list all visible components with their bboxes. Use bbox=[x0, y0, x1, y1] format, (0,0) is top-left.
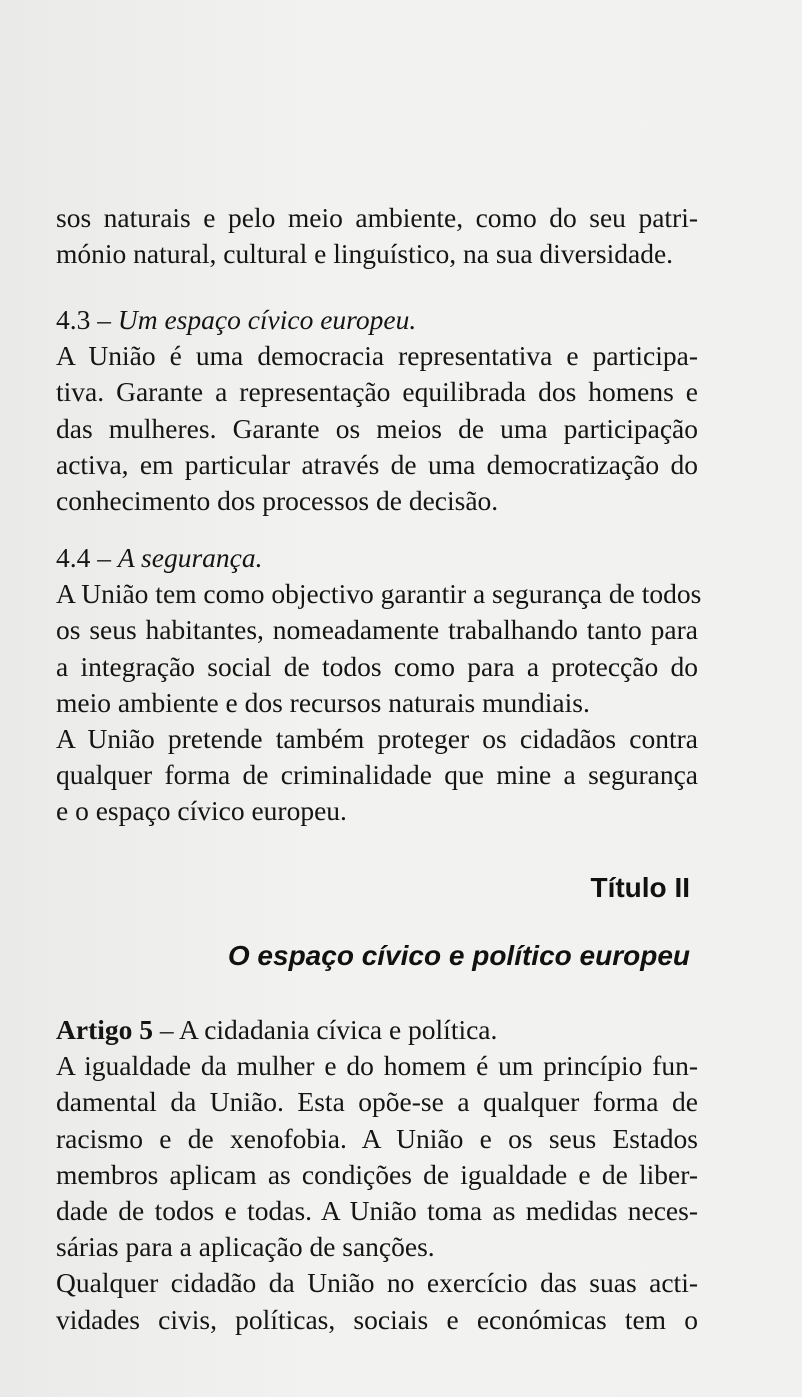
section-4-3 bbox=[56, 302, 698, 519]
section-4-4-line: e o espaço cívico europeu. bbox=[56, 795, 347, 827]
title-heading: Título II bbox=[590, 872, 690, 903]
artigo-5-line: vidades civis, políticas, sociais e económicas tem o bbox=[56, 1303, 698, 1335]
section-title: A segurança. bbox=[117, 542, 263, 573]
section-4-3-heading bbox=[56, 302, 698, 338]
article-label: Artigo 5 bbox=[56, 1014, 153, 1045]
section-4-3-line: activa, em particular através de uma democratização do bbox=[56, 448, 698, 480]
artigo-5-line: racismo e de xenofobia. A União e os seus Estados bbox=[56, 1122, 698, 1154]
artigo-5-heading bbox=[56, 1012, 698, 1048]
section-4-3-line: das mulheres. Garante os meios de uma participação bbox=[56, 412, 698, 444]
section-4-4-line: a integração social de todos como para a protecção do bbox=[56, 650, 698, 682]
title-subheading: O espaço cívico e político europeu bbox=[227, 940, 690, 971]
section-4-3-line: conhecimento dos processos de decisão. bbox=[56, 484, 499, 516]
section-4-3-line: tiva. Garante a representação equilibrada dos homens e bbox=[56, 376, 698, 408]
artigo-5-line: A igualdade da mulher e do homem é um princípio fun- bbox=[56, 1050, 698, 1082]
article-title: – A cidadania cívica e política. bbox=[153, 1014, 498, 1045]
section-4-4-line: A União tem como objectivo garantir a segurança de todos bbox=[56, 578, 702, 610]
section-4-4-line: A União pretende também proteger os cidadãos contra bbox=[56, 722, 698, 754]
section-4-3-line: A União é uma democracia representativa e participa- bbox=[56, 340, 698, 372]
artigo-5-line: sárias para a aplicação de sanções. bbox=[56, 1231, 435, 1263]
section-4-4-line: os seus habitantes, nomeadamente trabalhando tanto para bbox=[56, 614, 698, 646]
section-4-4-line: meio ambiente e dos recursos naturais mundiais. bbox=[56, 686, 590, 718]
artigo-5 bbox=[56, 1012, 698, 1338]
artigo-5-line: damental da União. Esta opõe-se a qualquer forma de bbox=[56, 1086, 698, 1118]
section-number: 4.3 – bbox=[56, 304, 118, 335]
intro-paragraph bbox=[56, 200, 698, 272]
artigo-5-line: dade de todos e todas. A União toma as medidas neces- bbox=[56, 1194, 698, 1226]
intro-line: mónio natural, cultural e linguístico, na sua diversidade. bbox=[56, 238, 674, 270]
section-4-4 bbox=[56, 540, 702, 830]
intro-line: sos naturais e pelo meio ambiente, como do seu patri- bbox=[56, 202, 698, 233]
section-4-4-heading bbox=[56, 540, 698, 576]
artigo-5-line: membros aplicam as condições de igualdade e de liber- bbox=[56, 1158, 698, 1190]
artigo-5-line: Qualquer cidadão da União no exercício das suas acti- bbox=[56, 1267, 698, 1299]
section-title: Um espaço cívico europeu. bbox=[117, 304, 417, 335]
section-4-4-line: qualquer forma de criminalidade que mine a segurança bbox=[56, 759, 698, 791]
section-number: 4.4 – bbox=[56, 542, 118, 573]
